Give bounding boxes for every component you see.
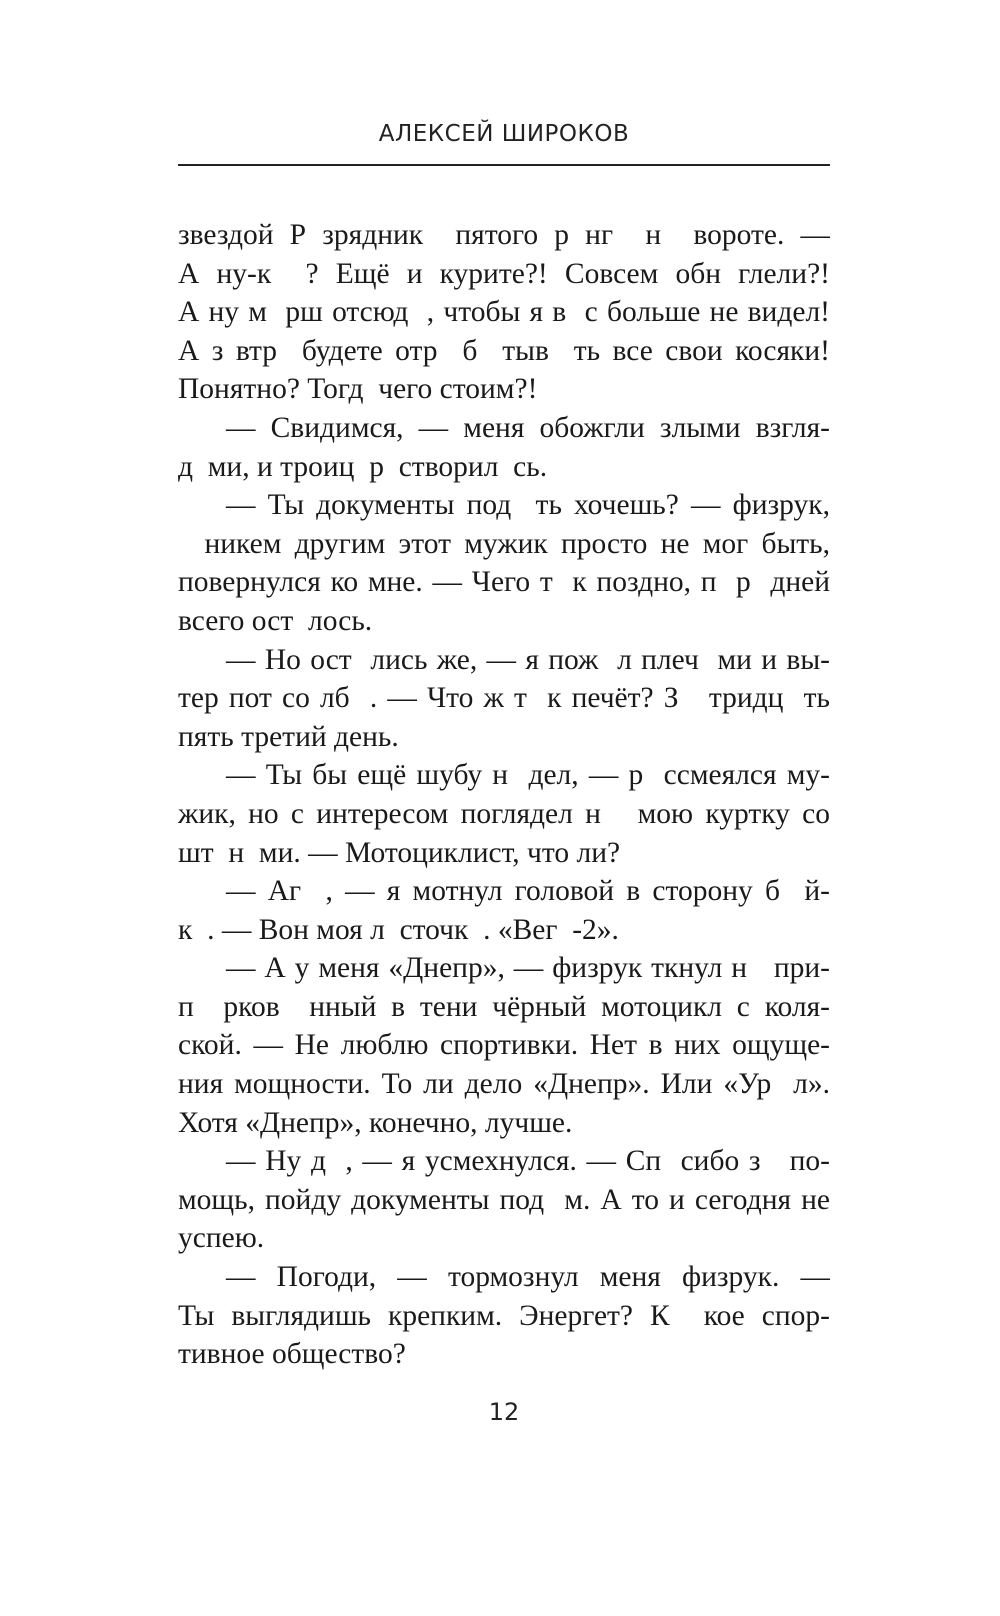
text-line: — Аг , — я мотнул головой в сторону б й-: [226, 875, 830, 908]
text-line: никем другим этот мужик просто не мог быть,: [178, 527, 830, 560]
running-head-author: АЛЕКСЕЙ ШИРОКОВ: [378, 121, 630, 147]
text-line: Понятно? Тогд чего стоим?!: [178, 373, 538, 406]
text-line: — Ну д , — я усмехнулся. — Сп сибо з по-: [226, 1145, 830, 1178]
text-line: всего ост лось.: [178, 604, 373, 637]
text-line: повернулся ко мне. — Чего т к поздно, п р дней: [178, 566, 830, 599]
text-block: [178, 216, 830, 1374]
text-line: тивное общество?: [178, 1338, 406, 1371]
text-line: звездой Р зрядник пятого р нг н вороте. —: [178, 219, 830, 251]
text-line: к . — Вон моя л сточк . «Вег -2».: [178, 913, 619, 946]
text-line: тер пот со лб . — Что ж т к печёт? З тридц ть: [178, 682, 830, 715]
text-line: — Погоди, — тормознул меня физрук. —: [226, 1261, 830, 1294]
text-line: Ты выглядишь крепким. Энергет? К кое спор-: [178, 1299, 830, 1332]
text-line: А з втр будете отр б тыв ть все свои косяки!: [178, 334, 830, 367]
text-line: пять третий день.: [178, 720, 399, 753]
text-line: А ну м рш отсюд , чтобы я в с больше не видел!: [178, 296, 830, 329]
text-line: — А у меня «Днепр», — физрук ткнул н при-: [226, 952, 830, 985]
text-line: д ми, и троиц р створил сь.: [178, 450, 548, 483]
text-line: А ну-к ? Ещё и курите?! Совсем обн глели?!: [178, 257, 830, 290]
text-line: — Но ост лись же, — я пож л плеч ми и вы-: [226, 643, 830, 676]
page-number: 12: [488, 1398, 520, 1426]
text-line: — Ты документы под ть хочешь? — физрук,: [226, 489, 830, 522]
header-rule: [178, 164, 830, 166]
text-line: жик, но с интересом поглядел н мою куртку со: [178, 797, 830, 830]
text-line: шт н ми. — Мотоциклист, что ли?: [178, 836, 621, 869]
text-line: успею.: [178, 1222, 265, 1255]
text-line: — Ты бы ещё шубу н дел, — р ссмеялся му-: [226, 759, 830, 792]
text-line: — Свидимся, — меня обожгли злыми взгля-: [226, 411, 830, 444]
text-line: ской. — Не люблю спортивки. Нет в них ощуще-: [178, 1029, 830, 1062]
text-line: ния мощности. То ли дело «Днепр». Или «Ур л».: [178, 1068, 830, 1101]
text-line: п рков нный в тени чёрный мотоцикл с коля-: [178, 990, 830, 1023]
text-line: мощь, пойду документы под м. А то и сегодня не: [178, 1183, 830, 1216]
text-line: Хотя «Днепр», конечно, лучше.: [178, 1106, 573, 1139]
